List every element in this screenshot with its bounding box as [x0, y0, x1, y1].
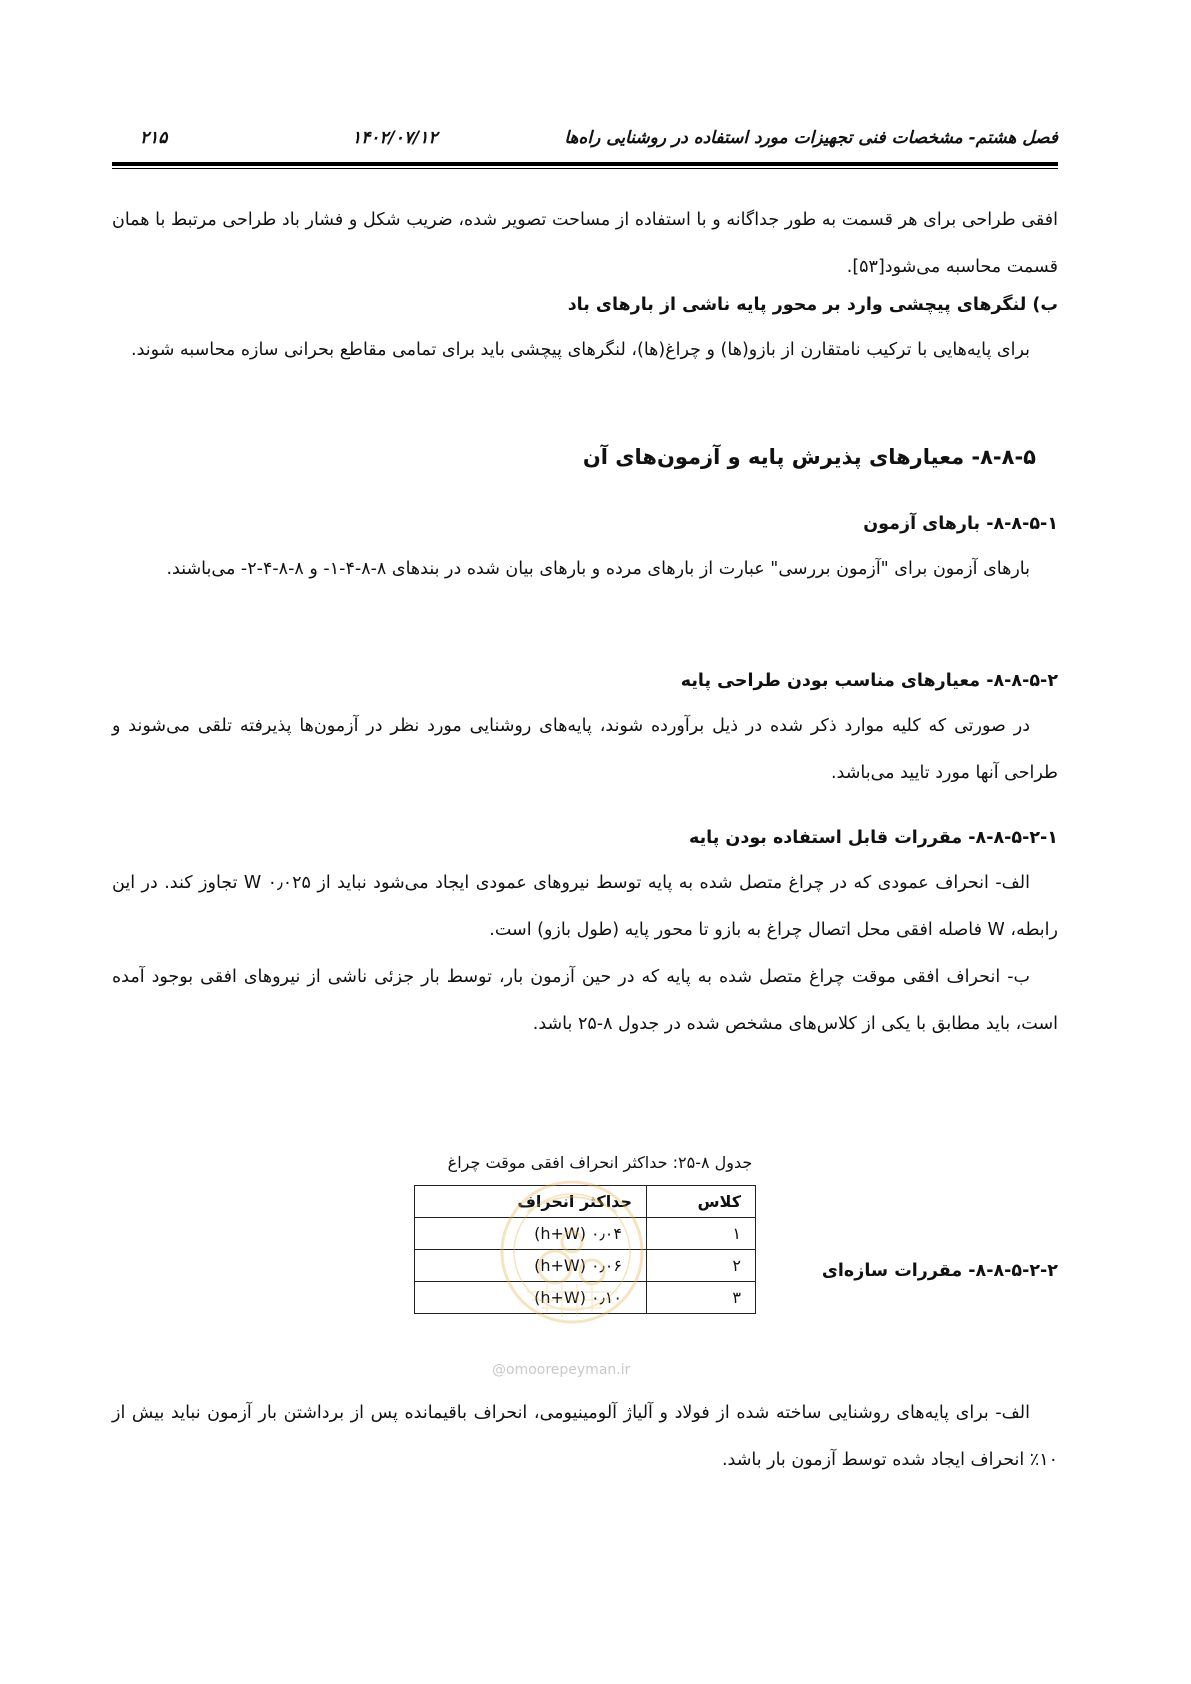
table-caption: جدول ۸-۲۵: حداکثر انحراف افقی موقت چراغ [447, 1153, 753, 1172]
paragraph-text: افقی طراحی برای هر قسمت به طور جداگانه و با استفاده از مساحت تصویر شده، ضریب شکل و فشار باد طراحی مرتبط با همان قسمت محاسبه می‌شود[۵۳]. [112, 210, 1058, 277]
paragraph-3 [112, 546, 1058, 593]
paragraph-text: برای پایه‌هایی با ترکیب نامتقارن از بازو(ها) و چراغ(ها)، لنگرهای پیچشی باید برای تمامی مقاطع بحرانی سازه محاسبه شوند. [131, 340, 1030, 360]
heading-b-block [112, 292, 1058, 318]
subsection-heading: ۸-۸-۵-۲- معیارهای مناسب بودن طراحی پایه [680, 671, 1058, 691]
subsection-heading: ۸-۸-۵-۲-۲- مقررات سازه‌ای [821, 1261, 1058, 1281]
section-heading: ۸-۸-۵- معیارهای پذیرش پایه و آزمون‌های آن [582, 445, 1036, 469]
header-date: ۱۴۰۲/۰۷/۱۲ [352, 128, 438, 148]
deviation-cell: ۰٫۰۴ (h+W) [415, 1218, 647, 1250]
watermark-text: @omoorepeyman.ir [492, 1362, 631, 1378]
heading-8-8-5-2-block [112, 668, 1058, 694]
paragraph-text: در صورتی که کلیه موارد ذکر شده در ذیل برآورده شوند، پایه‌های روشنایی مورد نظر در آزمون‌ها پذیرفته تلقی می‌شوند و طراحی آنها مورد تایید می‌باشد. [112, 716, 1058, 783]
table-row [415, 1218, 756, 1250]
paragraph-4 [112, 703, 1058, 797]
deviation-cell: ۰٫۱۰ (h+W) [415, 1282, 647, 1314]
heading-8-8-5-2-2-block [112, 1258, 1058, 1284]
subsection-heading: ۸-۸-۵-۲-۱- مقررات قابل استفاده بودن پایه [688, 828, 1058, 848]
class-cell: ۱ [647, 1218, 756, 1250]
section-heading-block [112, 442, 1058, 472]
paragraph-7 [112, 1390, 1058, 1484]
subheading-torsion: ب) لنگرهای پیچشی وارد بر محور پایه ناشی از بارهای باد [567, 295, 1058, 315]
subsection-heading: ۸-۸-۵-۱- بارهای آزمون [863, 514, 1058, 534]
heading-8-8-5-1-block [112, 511, 1058, 537]
paragraph-6 [112, 954, 1058, 1048]
paragraph-text: الف- برای پایه‌های روشنایی ساخته شده از فولاد و آلیاژ آلومینیومی، انحراف باقیمانده پس از برداشتن بار آزمون نباید بیش از ۱۰٪ انحراف ایجاد شده توسط آزمون بار باشد. [112, 1403, 1058, 1470]
page-header [112, 128, 1058, 154]
header-rule-thick [112, 162, 1058, 166]
table-row [415, 1282, 756, 1314]
heading-8-8-5-2-1-block [112, 825, 1058, 851]
paragraph-5 [112, 860, 1058, 954]
page-number: ۲۱۵ [140, 128, 168, 148]
class-cell: ۳ [647, 1282, 756, 1314]
document-page [112, 0, 1058, 1684]
chapter-title: فصل هشتم- مشخصات فنی تجهیزات مورد استفاده در روشنایی راه‌ها [564, 128, 1058, 148]
deviation-cell: ۰٫۰۶ (h+W) [415, 1250, 647, 1282]
table-header-row [415, 1186, 756, 1218]
paragraph-text: الف- انحراف عمودی که در چراغ متصل شده به پایه توسط نیروهای عمودی ایجاد می‌شود نباید از W ۰٫۰۲۵ تجاوز کند. در این رابطه، W فاصله افقی محل اتصال چراغ به بازو تا محور پایه (طول بازو) است. [112, 873, 1058, 940]
paragraph-text: ب- انحراف افقی موقت چراغ متصل شده به پایه که در حین آزمون بار، توسط بار جزئی ناشی از نیروهای افقی بوجود آمده است، باید مطابق با یکی از کلاس‌های مشخص شده در جدول ۸-۲۵ باشد. [112, 967, 1058, 1034]
paragraph-2 [112, 327, 1058, 374]
column-header-max-deviation: حداکثر انحراف [415, 1186, 647, 1218]
class-cell: ۲ [647, 1250, 756, 1282]
paragraph-1 [112, 197, 1058, 291]
paragraph-text: بارهای آزمون برای "آزمون بررسی" عبارت از بارهای مرده و بارهای بیان شده در بندهای ۸-۸-۴-۱- و ۸-۸-۴-۲- می‌باشند. [166, 559, 1030, 579]
header-rule-thin [112, 168, 1058, 169]
column-header-class: کلاس [647, 1186, 756, 1218]
deviation-table [414, 1185, 756, 1314]
